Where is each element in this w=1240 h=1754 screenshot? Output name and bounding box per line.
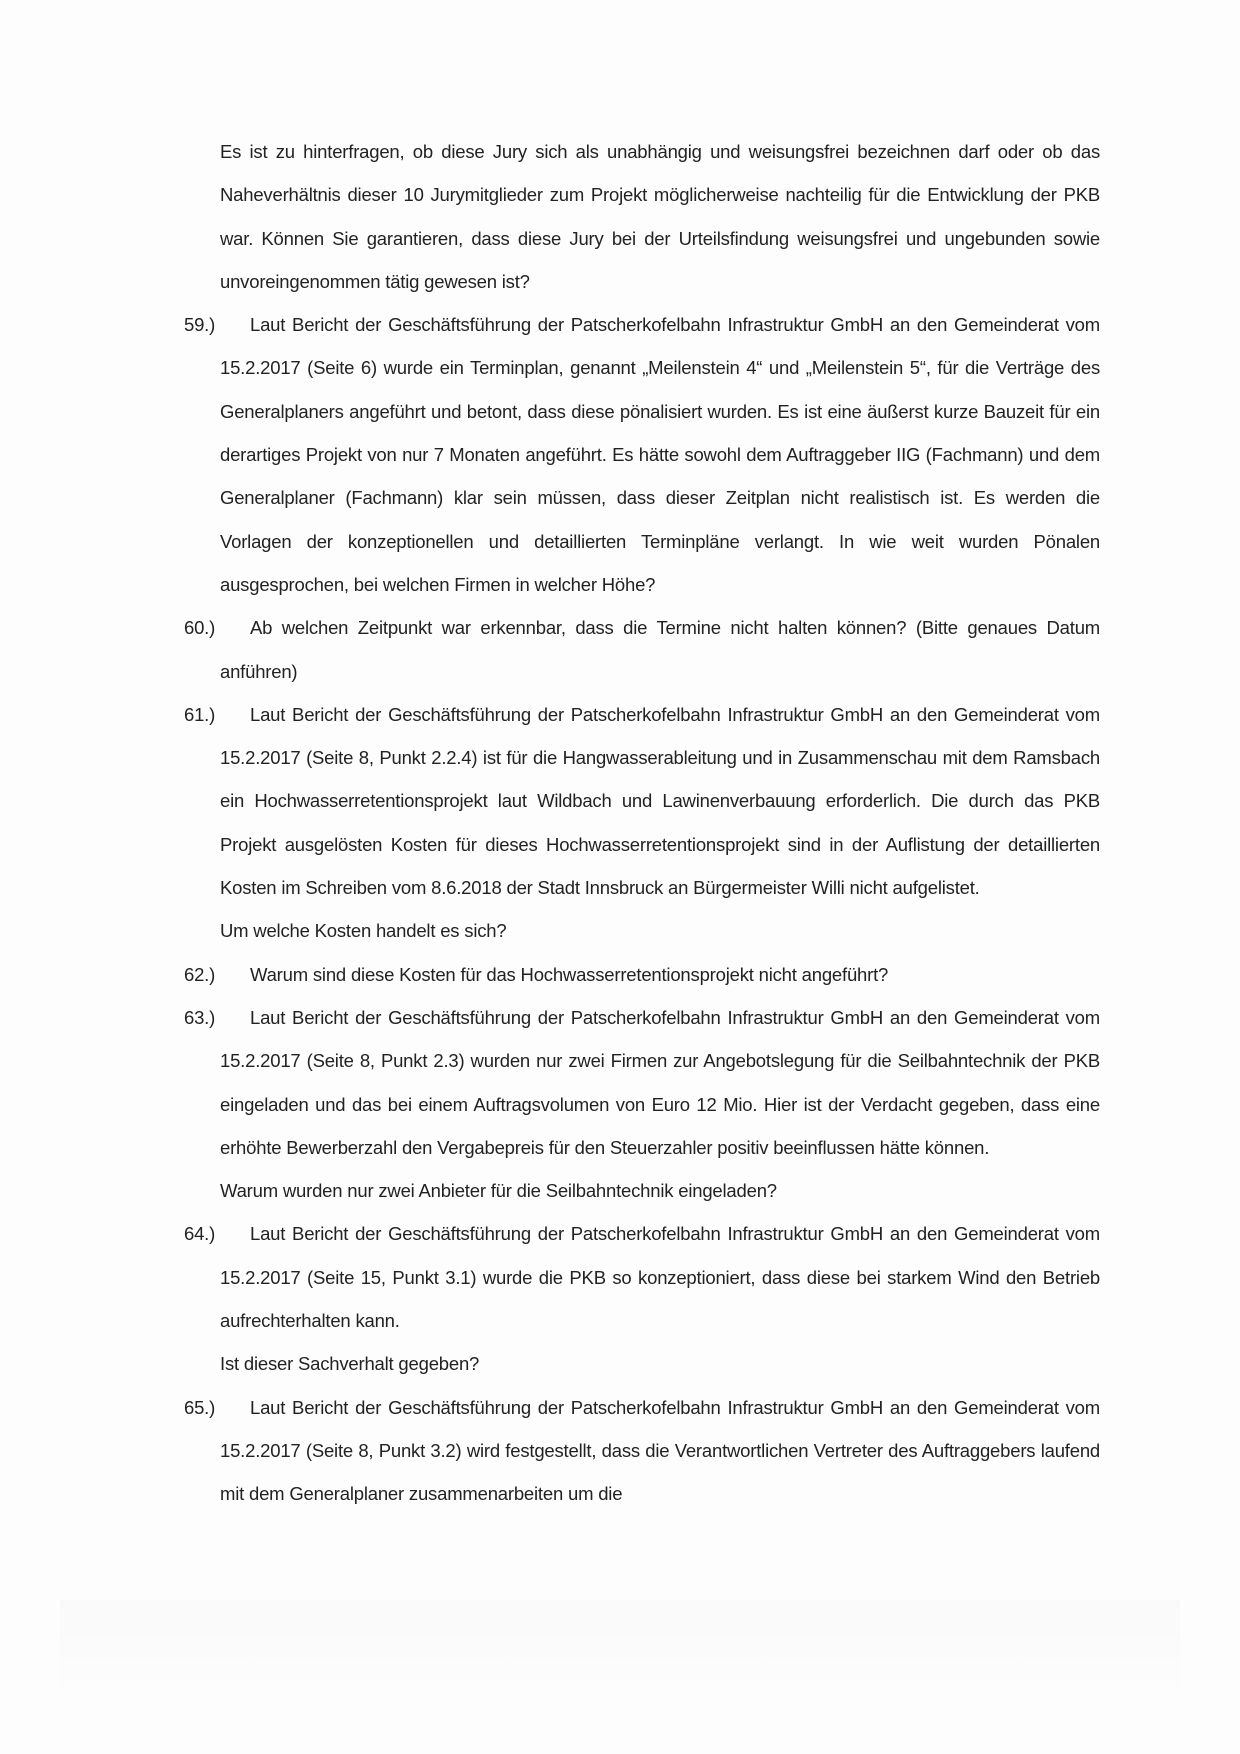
question-text: Warum sind diese Kosten für das Hochwasserretentionsprojekt nicht angeführt? (250, 963, 889, 985)
question-60 (184, 606, 1100, 693)
question-text: Laut Bericht der Geschäftsführung der Patscherkofelbahn Infrastruktur GmbH an den Gemeinderat vom 15.2.2017 (Seite 8, Punkt 2.3) wurden nur zwei Firmen zur Angebotslegung für die Seilbahntechnik der PKB eingeladen und das bei einem Auftragsvolumen von Euro 12 Mio. Hier ist der Verdacht gegeben, dass eine erhöhte Bewerberzahl den Vergabepreis für den Steuerzahler positiv beeinflussen hätte können. (220, 1006, 1100, 1158)
question-63 (184, 996, 1100, 1212)
question-59 (184, 303, 1100, 606)
question-followup: Warum wurden nur zwei Anbieter für die Seilbahntechnik eingeladen? (220, 1180, 777, 1202)
document-page (184, 130, 1100, 1516)
question-number: 64.) (184, 1223, 216, 1245)
question-61 (184, 693, 1100, 953)
question-number: 65.) (184, 1396, 216, 1418)
scan-show-through (60, 1600, 1180, 1700)
question-text: Laut Bericht der Geschäftsführung der Patscherkofelbahn Infrastruktur GmbH an den Gemeinderat vom 15.2.2017 (Seite 8, Punkt 3.2) wird festgestellt, dass die Verantwortlichen Vertreter des Auftraggebers laufend mit dem Generalplaner zusammenarbeiten um die (220, 1396, 1100, 1505)
question-text: Laut Bericht der Geschäftsführung der Patscherkofelbahn Infrastruktur GmbH an den Gemeinderat vom 15.2.2017 (Seite 15, Punkt 3.1) wurde die PKB so konzeptioniert, dass diese bei starkem Wind den Betrieb aufrechterhalten kann. (220, 1223, 1100, 1332)
question-followup: Ist dieser Sachverhalt gegeben? (220, 1353, 480, 1375)
question-number: 59.) (184, 314, 216, 336)
question-number: 62.) (184, 963, 216, 985)
question-text: Ab welchen Zeitpunkt war erkennbar, dass die Termine nicht halten können? (Bitte genaues Datum anführen) (220, 617, 1100, 682)
question-followup: Um welche Kosten handelt es sich? (220, 920, 507, 942)
question-text: Laut Bericht der Geschäftsführung der Patscherkofelbahn Infrastruktur GmbH an den Gemeinderat vom 15.2.2017 (Seite 8, Punkt 2.2.4) ist für die Hangwasserableitung und in Zusammenschau mit dem Ramsbach ein Hochwasserretentionsprojekt laut Wildbach und Lawinenverbauung erforderlich. Die durch das PKB Projekt ausgelösten Kosten für dieses Hochwasserretentionsprojekt sind in der Auflistung der detaillierten Kosten im Schreiben vom 8.6.2018 der Stadt Innsbruck an Bürgermeister Willi nicht aufgelistet. (220, 703, 1100, 899)
question-text: Laut Bericht der Geschäftsführung der Patscherkofelbahn Infrastruktur GmbH an den Gemeinderat vom 15.2.2017 (Seite 6) wurde ein Terminplan, genannt „Meilenstein 4“ und „Meilenstein 5“, für die Verträge des Generalplaners angeführt und betont, dass diese pönalisiert wurden. Es ist eine äußerst kurze Bauzeit für ein derartiges Projekt von nur 7 Monaten angeführt. Es hätte sowohl dem Auftraggeber IIG (Fachmann) und dem Generalplaner (Fachmann) klar sein müssen, dass dieser Zeitplan nicht realistisch ist. Es werden die Vorlagen der konzeptionellen und detaillierten Terminpläne verlangt. In wie weit wurden Pönalen ausgesprochen, bei welchen Firmen in welcher Höhe? (220, 314, 1100, 595)
question-number: 61.) (184, 703, 216, 725)
question-65 (184, 1386, 1100, 1516)
question-64 (184, 1212, 1100, 1385)
question-number: 60.) (184, 617, 216, 639)
question-62 (184, 953, 1100, 996)
question-number: 63.) (184, 1006, 216, 1028)
intro-paragraph: Es ist zu hinterfragen, ob diese Jury sich als unabhängig und weisungsfrei bezeichnen darf oder ob das Naheverhältnis dieser 10 Jurymitglieder zum Projekt möglicherweise nachteilig für die Entwicklung der PKB war. Können Sie garantieren, dass diese Jury bei der Urteilsfindung weisungsfrei und ungebunden sowie unvoreingenommen tätig gewesen ist? (220, 141, 1100, 292)
